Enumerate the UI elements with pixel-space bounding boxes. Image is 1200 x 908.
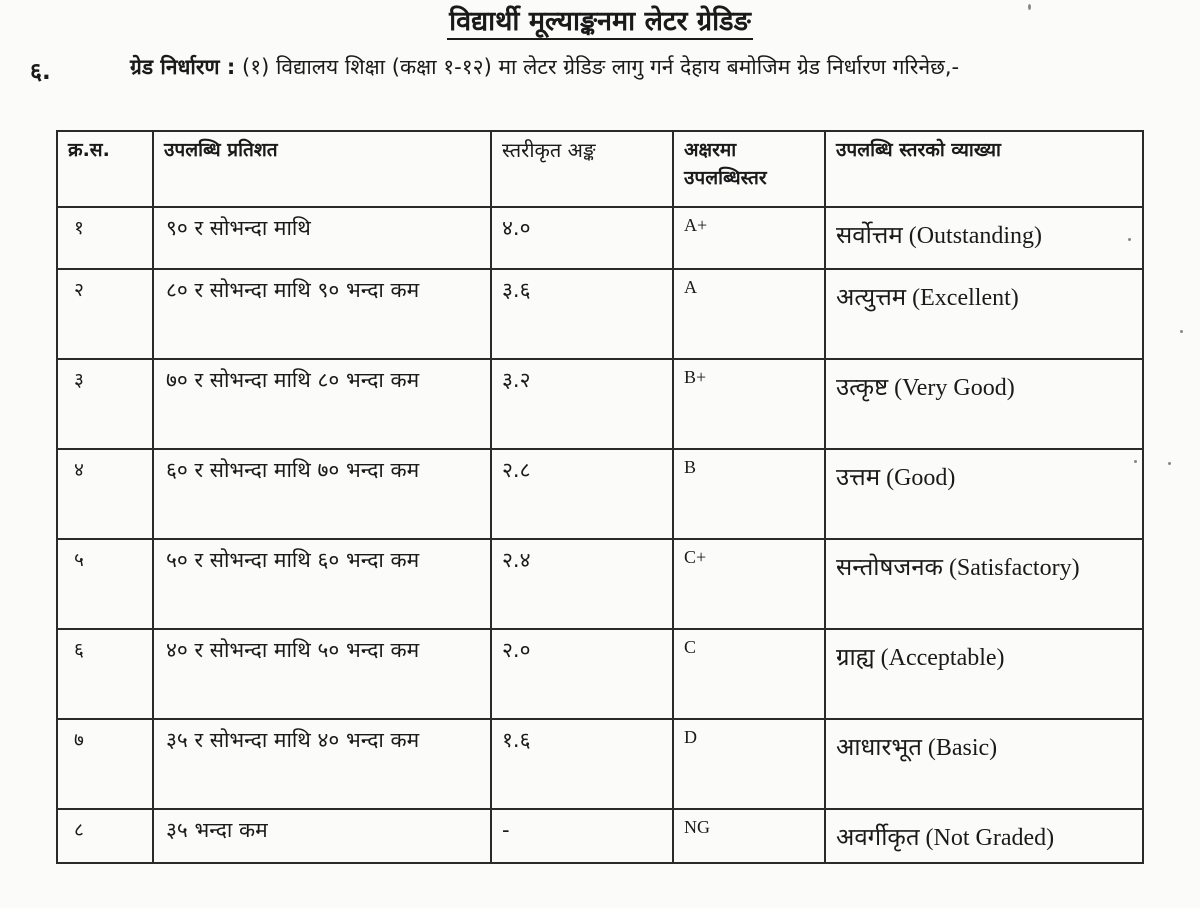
cell-grade: C+ xyxy=(673,539,825,629)
cell-sn: ६ xyxy=(57,629,153,719)
cell-sn: २ xyxy=(57,269,153,359)
cell-grade: C xyxy=(673,629,825,719)
cell-grade: B xyxy=(673,449,825,539)
cell-sn: ३ xyxy=(57,359,153,449)
grade-table xyxy=(56,130,1144,864)
header-grade-point: स्तरीकृत अङ्क xyxy=(491,131,673,207)
cell-point: ३.२ xyxy=(491,359,673,449)
cell-description: सन्तोषजनक (Satisfactory) xyxy=(825,539,1143,629)
header-letter-grade: अक्षरमा उपलब्धिस्तर xyxy=(673,131,825,207)
rule-body-text: (१) विद्यालय शिक्षा (कक्षा १-१२) मा लेटर ग्रेडिङ लागु गर्न देहाय बमोजिम ग्रेड निर्धारण गरिनेछ,- xyxy=(242,55,960,79)
cell-range: ८० र सोभन्दा माथि ९० भन्दा कम xyxy=(153,269,491,359)
cell-range: ३५ र सोभन्दा माथि ४० भन्दा कम xyxy=(153,719,491,809)
cell-sn: १ xyxy=(57,207,153,269)
table-row xyxy=(57,449,1143,539)
rule-heading: ग्रेड निर्धारण : xyxy=(130,55,236,79)
cell-description: ग्राह्य (Acceptable) xyxy=(825,629,1143,719)
scan-speck xyxy=(1128,238,1131,241)
header-percentage: उपलब्धि प्रतिशत xyxy=(153,131,491,207)
cell-range: ३५ भन्दा कम xyxy=(153,809,491,863)
cell-point: २.४ xyxy=(491,539,673,629)
page-title-text: विद्यार्थी मूल्याङ्कनमा लेटर ग्रेडिङ xyxy=(447,6,753,40)
cell-grade: B+ xyxy=(673,359,825,449)
cell-point: २.८ xyxy=(491,449,673,539)
cell-range: ४० र सोभन्दा माथि ५० भन्दा कम xyxy=(153,629,491,719)
cell-point: ३.६ xyxy=(491,269,673,359)
table-row xyxy=(57,269,1143,359)
table-row xyxy=(57,207,1143,269)
header-description: उपलब्धि स्तरको व्याख्या xyxy=(825,131,1143,207)
rule-number: ६. xyxy=(30,59,51,85)
table-row xyxy=(57,539,1143,629)
cell-sn: ४ xyxy=(57,449,153,539)
cell-sn: ८ xyxy=(57,809,153,863)
cell-range: ५० र सोभन्दा माथि ६० भन्दा कम xyxy=(153,539,491,629)
table-row xyxy=(57,809,1143,863)
scan-speck xyxy=(1168,462,1171,465)
cell-description: अवर्गीकृत (Not Graded) xyxy=(825,809,1143,863)
cell-description: उत्कृष्ट (Very Good) xyxy=(825,359,1143,449)
table-row xyxy=(57,719,1143,809)
cell-grade: NG xyxy=(673,809,825,863)
table-row xyxy=(57,359,1143,449)
cell-sn: ५ xyxy=(57,539,153,629)
page-title xyxy=(0,4,1200,40)
scan-speck xyxy=(1180,330,1183,333)
cell-description: सर्वोत्तम (Outstanding) xyxy=(825,207,1143,269)
table-row xyxy=(57,629,1143,719)
cell-range: ६० र सोभन्दा माथि ७० भन्दा कम xyxy=(153,449,491,539)
cell-point: - xyxy=(491,809,673,863)
cell-grade: D xyxy=(673,719,825,809)
table-header-row xyxy=(57,131,1143,207)
cell-point: ४.० xyxy=(491,207,673,269)
cell-grade: A xyxy=(673,269,825,359)
cell-description: अत्युत्तम (Excellent) xyxy=(825,269,1143,359)
rule-paragraph xyxy=(130,52,1175,82)
cell-range: ७० र सोभन्दा माथि ८० भन्दा कम xyxy=(153,359,491,449)
header-sn: क्र.स. xyxy=(57,131,153,207)
cell-point: १.६ xyxy=(491,719,673,809)
cell-point: २.० xyxy=(491,629,673,719)
scan-speck xyxy=(1134,460,1137,463)
scan-speck xyxy=(1028,4,1031,10)
cell-grade: A+ xyxy=(673,207,825,269)
cell-sn: ७ xyxy=(57,719,153,809)
cell-range: ९० र सोभन्दा माथि xyxy=(153,207,491,269)
cell-description: आधारभूत (Basic) xyxy=(825,719,1143,809)
cell-description: उत्तम (Good) xyxy=(825,449,1143,539)
